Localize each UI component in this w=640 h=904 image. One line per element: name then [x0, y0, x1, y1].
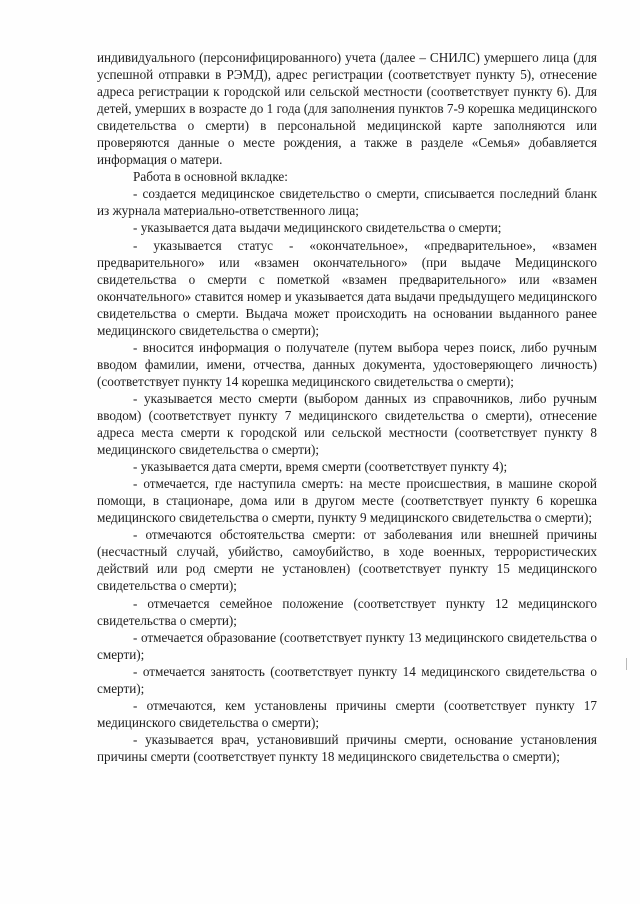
paragraph-status: - указывается статус - «окончательное», «предварительное», «взамен предварительного» или «взамен окончательного» (при выдаче Медицинского свидетельства о смерти с пометкой «взамен предварительного» или «взамен окончательного» ставится номер и указывается дата выдачи предыдущего медицинского свидетельства о смерти. Выдача может происходить на основании выданного ранее медицинского свидетельства о смерти);	[97, 237, 597, 338]
paragraph-education: - отмечается образование (соответствует пункту 13 медицинского свидетельства о смерти);	[97, 629, 597, 662]
scan-edge-mark	[626, 658, 627, 670]
paragraph-where-death-occurred: - отмечается, где наступила смерть: на месте происшествия, в машине скорой помощи, в стационаре, дома или в другом месте (соответствует пункту 6 корешка медицинского свидетельства о смерти, пункту 9 медицинского свидетельства о смерти);	[97, 476, 597, 526]
paragraph-marital-status: - отмечается семейное положение (соответствует пункту 12 медицинского свидетельства о смерти);	[97, 595, 597, 628]
paragraph-circumstances: - отмечаются обстоятельства смерти: от заболевания или внешней причины (несчастный случай, убийство, самоубийство, в ходе военных, террористических действий или род смерти не установлен) (соответствует пункту 15 медицинского свидетельства о смерти);	[97, 527, 597, 594]
document-body	[97, 49, 597, 765]
paragraph-create-certificate: - создается медицинское свидетельство о смерти, списывается последний бланк из журнала материально-ответственного лица;	[97, 186, 597, 219]
paragraph-physician: - указывается врач, установивший причины смерти, основание установления причины смерти (соответствует пункту 18 медицинского свидетельства о смерти);	[97, 731, 597, 764]
paragraph-place-of-death: - указывается место смерти (выбором данных из справочников, либо ручным вводом) (соответствует пункту 7 медицинского свидетельства о смерти), отнесение адреса места смерти к городской или сельской местности (соответствует пункту 8 медицинского свидетельства о смерти);	[97, 390, 597, 458]
paragraph-cause-established-by: - отмечаются, кем установлены причины смерти (соответствует пункту 17 медицинского свидетельства о смерти);	[97, 697, 597, 730]
paragraph-continuation: индивидуального (персонифицированного) учета (далее – СНИЛС) умершего лица (для успешной отправки в РЭМД), адрес регистрации (соответствует пункту 5), отнесение адреса регистрации к городской или сельской местности (соответствует пункту 6). Для детей, умерших в возрасте до 1 года (для заполнения пунктов 7-9 корешка медицинского свидетельства о смерти) в персональной медицинской карте заполняются или проверяются данные о месте рождения, а также в разделе «Семья» добавляется информация о матери.	[97, 50, 597, 168]
paragraph-main-tab-heading: Работа в основной вкладке:	[133, 169, 288, 185]
paragraph-employment: - отмечается занятость (соответствует пункту 14 медицинского свидетельства о смерти);	[97, 663, 597, 696]
paragraph-recipient: - вносится информация о получателе (путем выбора через поиск, либо ручным вводом фамилии, имени, отчества, данных документа, удостоверяющего личность) (соответствует пункту 14 корешка медицинского свидетельства о смерти);	[97, 339, 597, 389]
paragraph-date-of-death: - указывается дата смерти, время смерти (соответствует пункту 4);	[133, 459, 508, 475]
paragraph-issue-date: - указывается дата выдачи медицинского свидетельства о смерти;	[133, 220, 502, 236]
